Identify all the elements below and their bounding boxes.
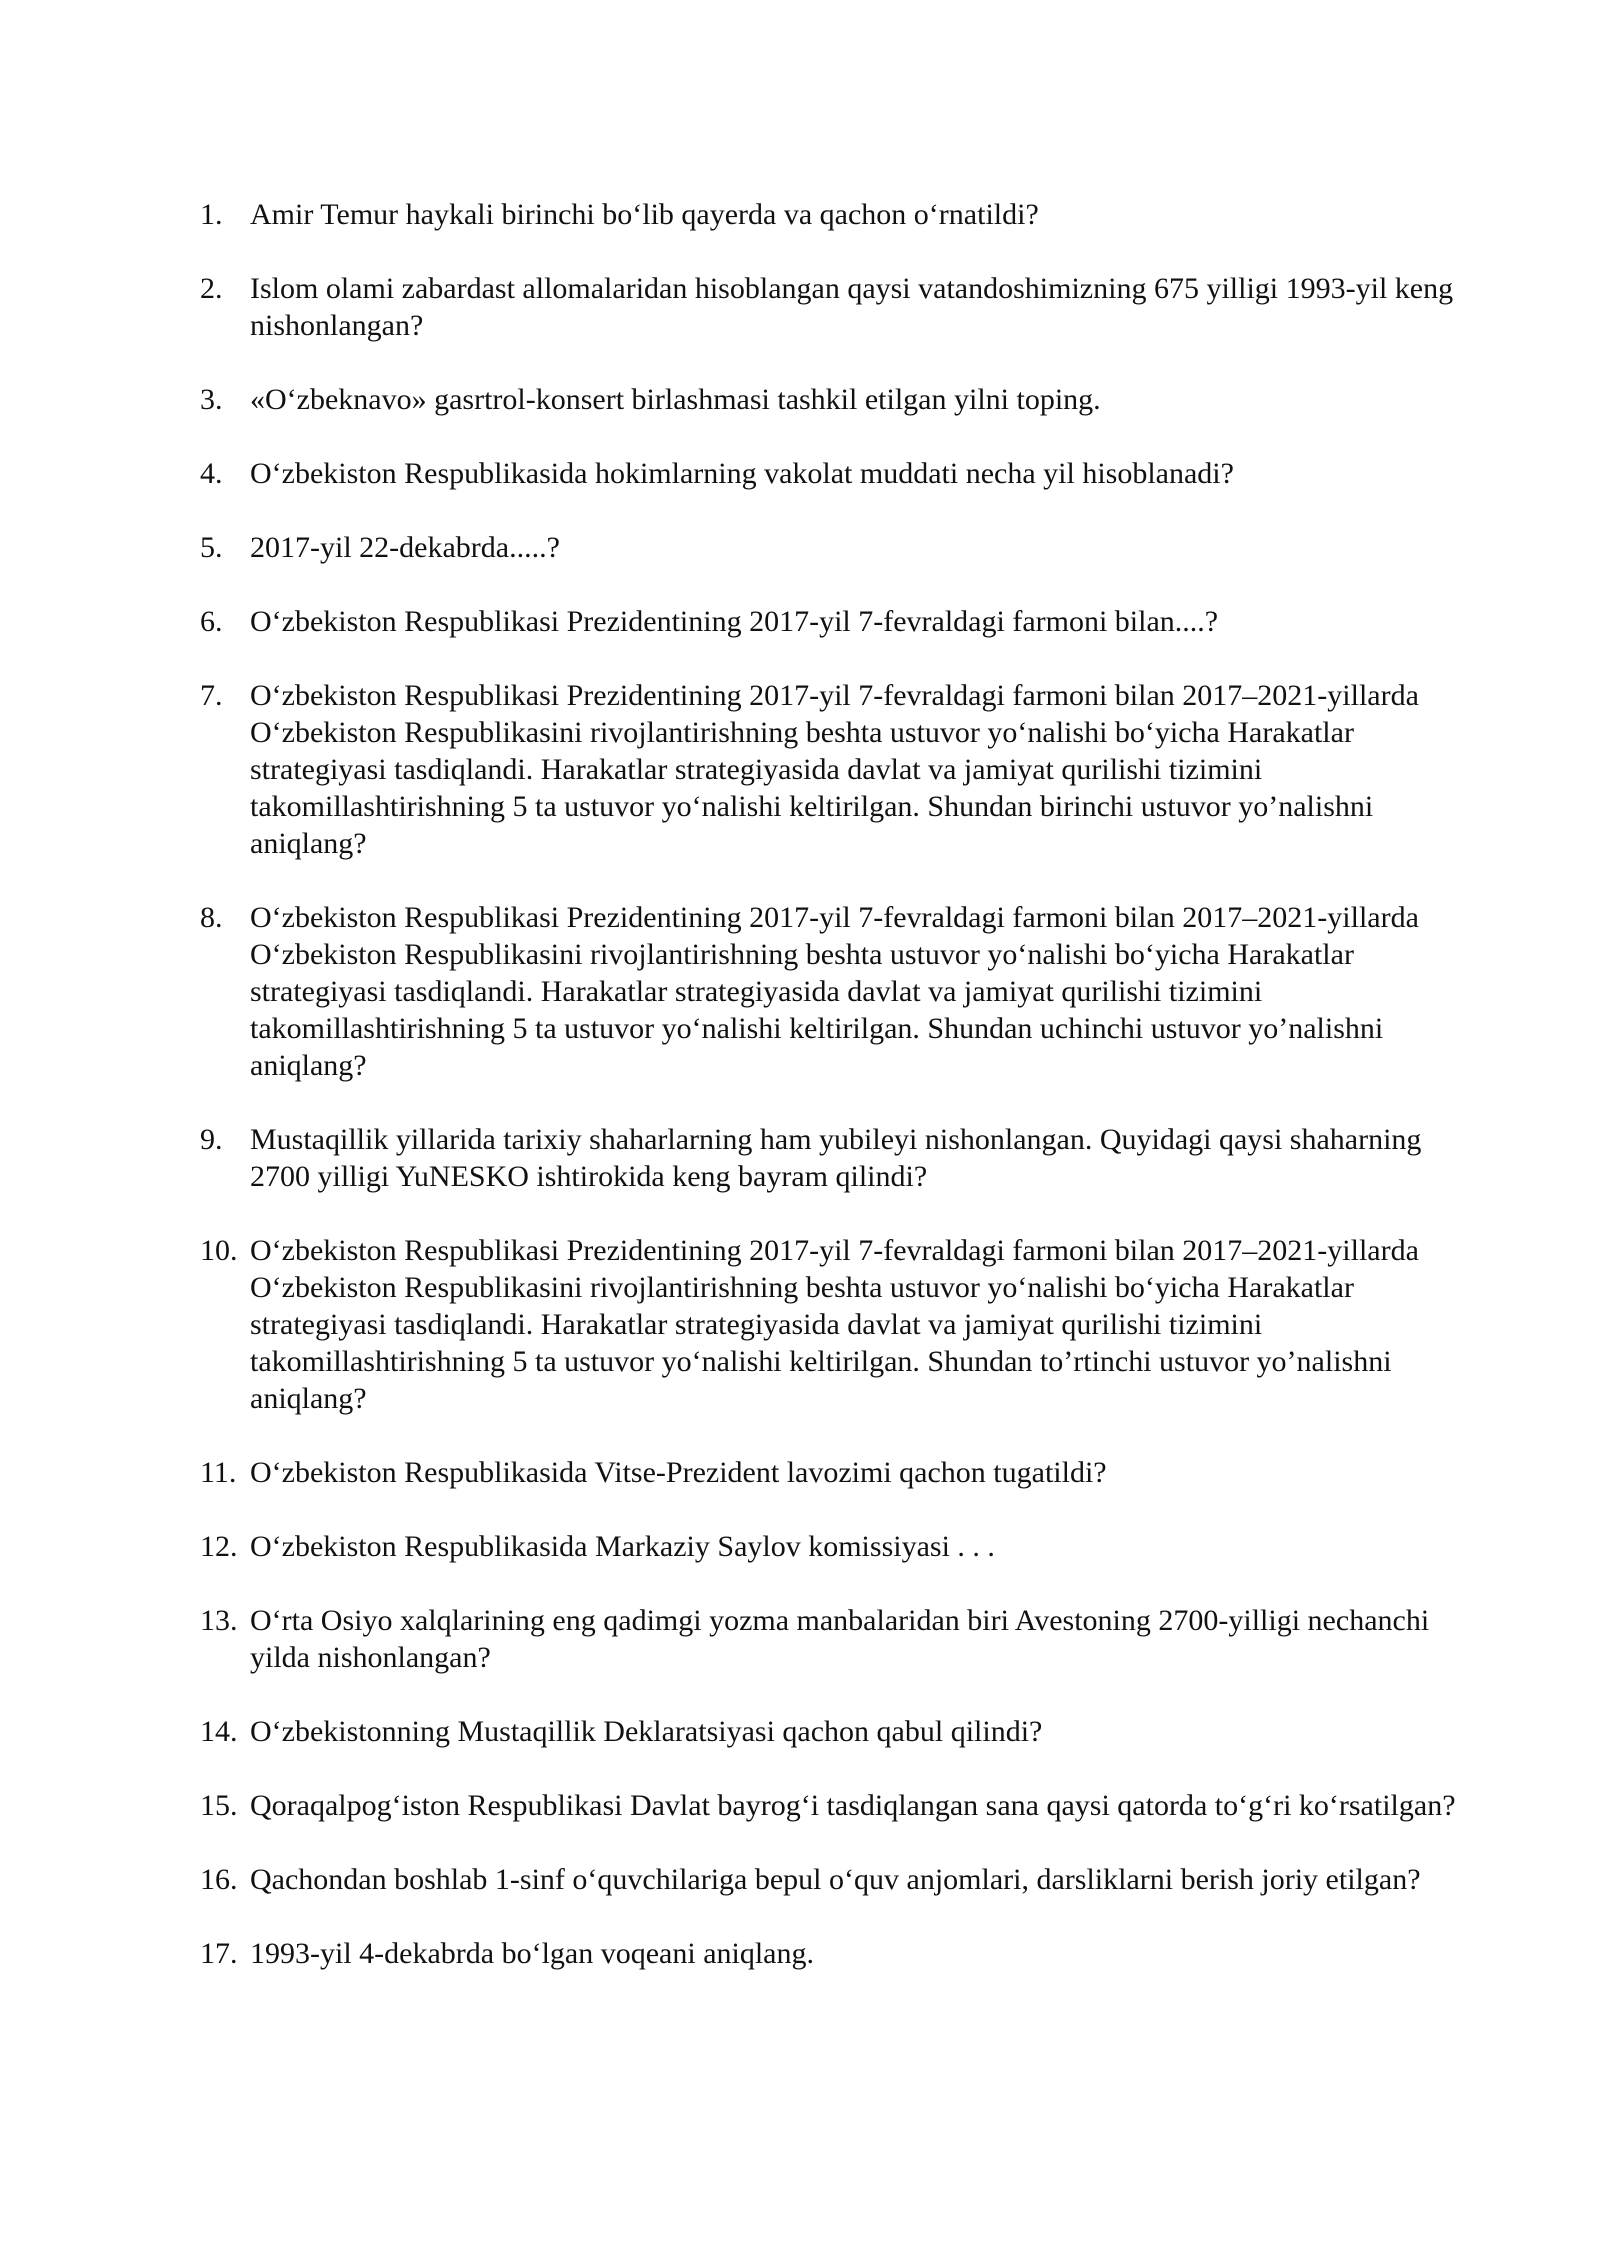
question-item <box>200 603 1460 640</box>
question-number: 11. <box>200 1456 237 1489</box>
question-number: 10. <box>200 1234 238 1267</box>
question-text: 2017-yil 22-dekabrda.....? <box>250 531 560 564</box>
question-item <box>200 455 1460 492</box>
question-text: O‘zbekiston Respublikasi Prezidentining 2017-yil 7-fevraldagi farmoni bilan 2017–2021-yillarda O‘zbekiston Respublikasini rivojlantirishning beshta ustuvor yo‘nalishi bo‘yicha Harakatlar strategiyasi tasdiqlandi. Harakatlar strategiyasida davlat va jamiyat qurilishi tizimini takomillashtirishning 5 ta ustuvor yo‘nalishi keltirilgan. Shundan birinchi ustuvor yo’nalishni aniqlang? <box>250 679 1419 860</box>
question-text: Qachondan boshlab 1-sinf o‘quvchilariga bepul o‘quv anjomlari, darsliklarni berish joriy etilgan? <box>250 1863 1421 1896</box>
question-text: O‘zbekiston Respublikasi Prezidentining 2017-yil 7-fevraldagi farmoni bilan 2017–2021-yillarda O‘zbekiston Respublikasini rivojlantirishning beshta ustuvor yo‘nalishi bo‘yicha Harakatlar strategiyasi tasdiqlandi. Harakatlar strategiyasida davlat va jamiyat qurilishi tizimini takomillashtirishning 5 ta ustuvor yo‘nalishi keltirilgan. Shundan to’rtinchi ustuvor yo’nalishni aniqlang? <box>250 1234 1419 1415</box>
question-item <box>200 270 1460 344</box>
question-item <box>200 1454 1460 1491</box>
question-item <box>200 1121 1460 1195</box>
question-text: «O‘zbeknavo» gasrtrol-konsert birlashmasi tashkil etilgan yilni toping. <box>250 383 1101 416</box>
question-number: 4. <box>200 457 223 490</box>
question-number: 8. <box>200 901 223 934</box>
question-item <box>200 1713 1460 1750</box>
question-number: 14. <box>200 1715 238 1748</box>
question-item <box>200 1602 1460 1676</box>
question-number: 7. <box>200 679 223 712</box>
question-item <box>200 196 1460 233</box>
question-text: Qoraqalpog‘iston Respublikasi Davlat bayrog‘i tasdiqlangan sana qaysi qatorda to‘g‘ri ko‘rsatilgan? <box>250 1789 1456 1822</box>
question-text: Mustaqillik yillarida tarixiy shaharlarning ham yubileyi nishonlangan. Quyidagi qaysi shaharning 2700 yilligi YuNESKO ishtirokida keng bayram qilindi? <box>250 1123 1422 1193</box>
question-text: O‘rta Osiyo xalqlarining eng qadimgi yozma manbalaridan biri Avestoning 2700-yilligi nechanchi yilda nishonlangan? <box>250 1604 1430 1674</box>
question-item <box>200 1528 1460 1565</box>
question-list <box>200 196 1460 2009</box>
question-text: O‘zbekiston Respublikasi Prezidentining 2017-yil 7-fevraldagi farmoni bilan....? <box>250 605 1219 638</box>
question-item <box>200 1787 1460 1824</box>
question-item <box>200 1935 1460 1972</box>
question-item <box>200 677 1460 862</box>
question-item <box>200 529 1460 566</box>
question-text: O‘zbekiston Respublikasida Markaziy Saylov komissiyasi . . . <box>250 1530 995 1563</box>
question-number: 13. <box>200 1604 238 1637</box>
question-item <box>200 1861 1460 1898</box>
question-number: 17. <box>200 1937 238 1970</box>
question-number: 2. <box>200 272 223 305</box>
question-number: 1. <box>200 198 223 231</box>
question-text: Islom olami zabardast allomalaridan hisoblangan qaysi vatandoshimizning 675 yilligi 1993-yil keng nishonlangan? <box>250 272 1454 342</box>
question-item <box>200 1232 1460 1417</box>
question-text: O‘zbekiston Respublikasida hokimlarning vakolat muddati necha yil hisoblanadi? <box>250 457 1234 490</box>
question-number: 15. <box>200 1789 238 1822</box>
question-text: O‘zbekiston Respublikasi Prezidentining 2017-yil 7-fevraldagi farmoni bilan 2017–2021-yillarda O‘zbekiston Respublikasini rivojlantirishning beshta ustuvor yo‘nalishi bo‘yicha Harakatlar strategiyasi tasdiqlandi. Harakatlar strategiyasida davlat va jamiyat qurilishi tizimini takomillashtirishning 5 ta ustuvor yo‘nalishi keltirilgan. Shundan uchinchi ustuvor yo’nalishni aniqlang? <box>250 901 1419 1082</box>
question-text: O‘zbekiston Respublikasida Vitse-Prezident lavozimi qachon tugatildi? <box>250 1456 1107 1489</box>
question-number: 5. <box>200 531 223 564</box>
question-text: 1993-yil 4-dekabrda bo‘lgan voqeani aniqlang. <box>250 1937 814 1970</box>
question-number: 16. <box>200 1863 238 1896</box>
question-number: 3. <box>200 383 223 416</box>
question-item <box>200 899 1460 1084</box>
question-text: Amir Temur haykali birinchi bo‘lib qayerda va qachon o‘rnatildi? <box>250 198 1039 231</box>
question-text: O‘zbekistonning Mustaqillik Deklaratsiyasi qachon qabul qilindi? <box>250 1715 1043 1748</box>
question-number: 6. <box>200 605 223 638</box>
question-item <box>200 381 1460 418</box>
question-number: 12. <box>200 1530 238 1563</box>
question-number: 9. <box>200 1123 223 1156</box>
